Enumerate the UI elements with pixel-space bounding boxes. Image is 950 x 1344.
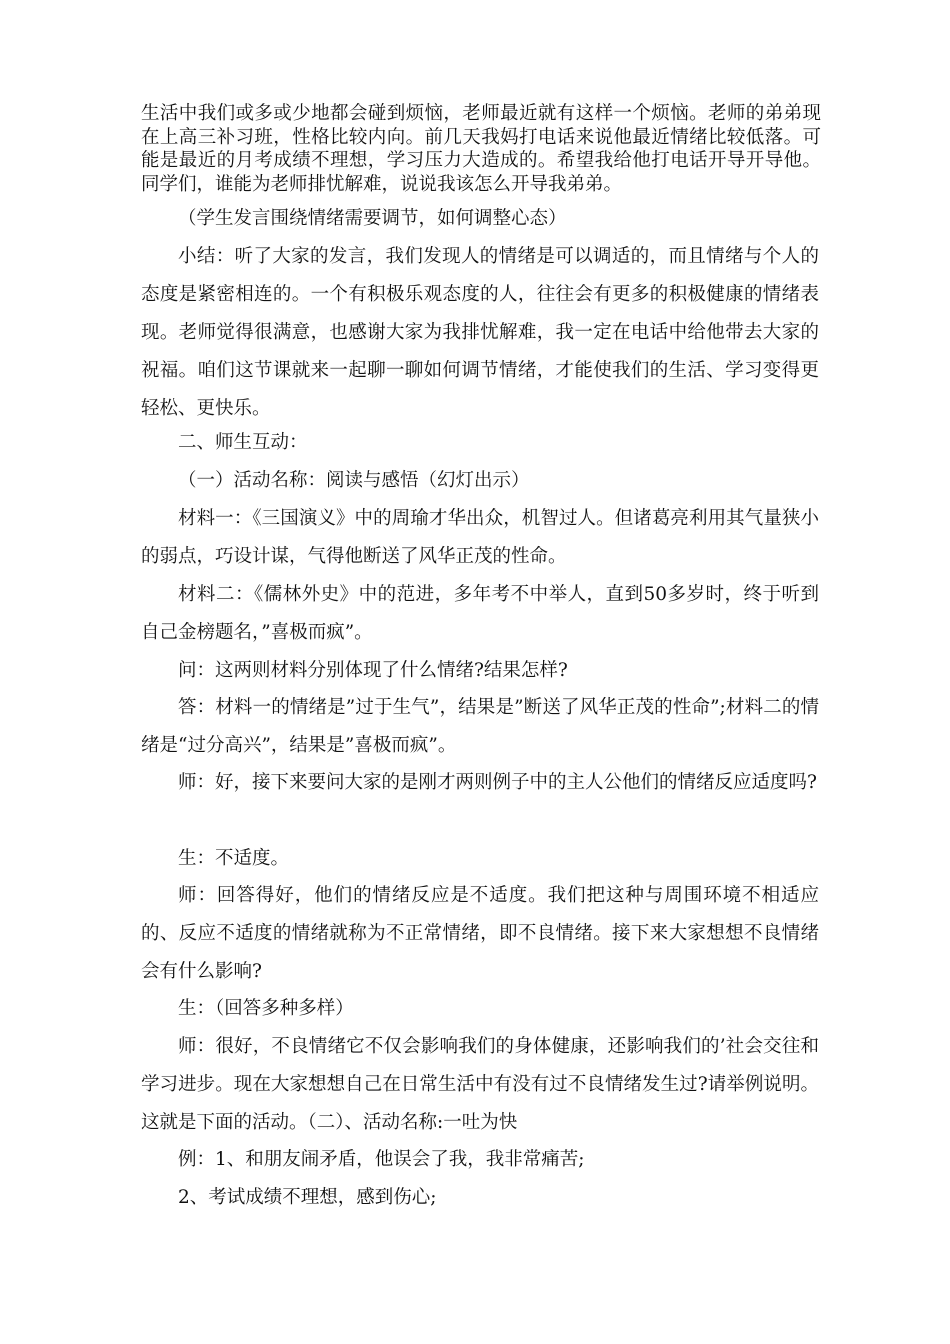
intro-paragraph: 生活中我们或多或少地都会碰到烦恼，老师最近就有这样一个烦恼。老师的弟弟现在上高三补习班，性格比较内向。前几天我妈打电话来说他最近情绪比较低落。可能是最近的月考成绩不理想，学习压力大造成的。希望我给他打电话开导开导他。同学们，谁能为老师排忧解难，说说我该怎么开导我弟弟。 xyxy=(141,103,821,195)
example-item-1: 例：1、和朋友闹矛盾，他误会了我，我非常痛苦; xyxy=(178,1149,585,1170)
paragraph-student-reply: 生：不适度。 xyxy=(178,848,290,869)
paragraph-student-answers: 生：（回答多种多样） xyxy=(178,998,354,1019)
activity-heading-reading: （一）活动名称：阅读与感悟（幻灯出示） xyxy=(178,470,530,491)
paragraph-question: 问：这两则材料分别体现了什么情绪?结果怎样? xyxy=(178,660,568,681)
example-item-2: 2、考试成绩不理想，感到伤心; xyxy=(178,1187,437,1208)
paragraph-summary: 小结：听了大家的发言，我们发现人的情绪是可以调适的，而且情绪与个人的态度是紧密相连的。一个有积极乐观态度的人，往往会有更多的积极健康的情绪表现。老师觉得很满意，也感谢大家为我排忧解难，我一定在电话中给他带去大家的祝福。咱们这节课就来一起聊一聊如何调节情绪，才能使我们的生活、学习变得更轻松、更快乐。 xyxy=(141,246,819,419)
paragraph-teacher-ask: 师：好，接下来要问大家的是刚才两则例子中的主人公他们的情绪反应适度吗? xyxy=(178,772,817,793)
paragraph-material-two: 材料二：《儒林外史》中的范进，多年考不中举人，直到50多岁时，终于听到自己金榜题名，”喜极而疯”。 xyxy=(141,584,819,643)
paragraph-student-speech-note: （学生发言围绕情绪需要调节，如何调整心态） xyxy=(178,208,567,229)
paragraph-material-one: 材料一：《三国演义》中的周瑜才华出众，机智过人。但诸葛亮利用其气量狭小的弱点，巧设计谋，气得他断送了风华正茂的性命。 xyxy=(141,508,819,567)
paragraph-teacher-activity: 师：很好，不良情绪它不仅会影响我们的身体健康，还影响我们的’社会交往和学习进步。现在大家想想自己在日常生活中有没有过不良情绪发生过?请举例说明。这就是下面的活动。（二）、活动名称:一吐为快 xyxy=(141,1036,819,1133)
paragraph-teacher-explain: 师：回答得好，他们的情绪反应是不适度。我们把这种与周围环境不相适应的、反应不适度的情绪就称为不正常情绪，即不良情绪。接下来大家想想不良情绪会有什么影响? xyxy=(141,885,819,982)
paragraph-answer: 答：材料一的情绪是”过于生气”，结果是”断送了风华正茂的性命”;材料二的情绪是“过分高兴”，结果是”喜极而疯”。 xyxy=(141,697,819,756)
section-heading-interaction: 二、师生互动： xyxy=(178,432,308,453)
